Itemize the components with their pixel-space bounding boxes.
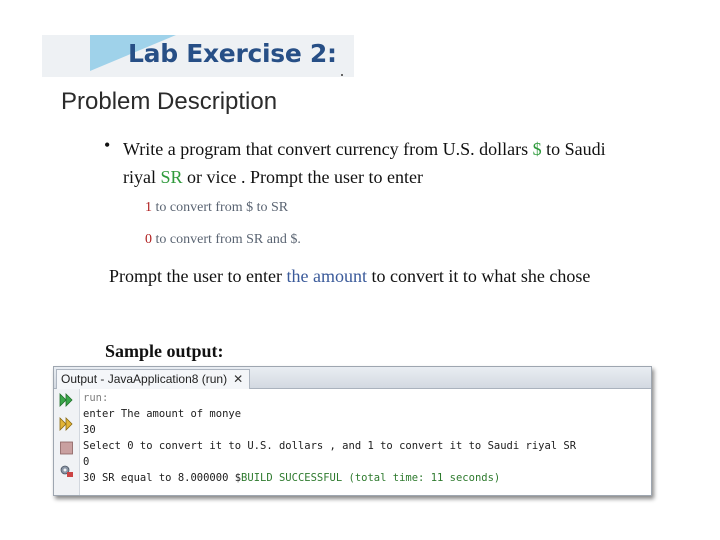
output-tab[interactable] (56, 369, 250, 389)
output-tab-title: Output - JavaApplication8 (run) (61, 372, 228, 386)
option-1-number: 1 (145, 200, 152, 215)
option-0 (145, 232, 301, 248)
rerun-icon[interactable] (59, 393, 74, 407)
description-text-2: to Saudi riyal (123, 139, 606, 187)
console-line: run: (83, 392, 109, 404)
output-tabbar (54, 367, 651, 389)
sr-symbol: SR (160, 167, 183, 187)
amount-prompt-after: to convert it to what she chose (366, 266, 591, 286)
build-status: BUILD SUCCESSFUL (total time: 11 seconds) (241, 472, 501, 484)
console-line: Select 0 to convert it to U.S. dollars , and 1 to convert it to Saudi riyal SR (83, 440, 577, 452)
output-toolbar (54, 389, 80, 495)
amount-prompt-before: Prompt the user to enter (109, 266, 287, 286)
dollar-symbol: $ (532, 139, 542, 159)
section-heading: Problem Description (61, 88, 278, 115)
close-icon[interactable]: ✕ (233, 372, 244, 386)
banner-title: Lab Exercise 2: (128, 39, 337, 68)
problem-description (123, 135, 643, 191)
sample-output-label: Sample output: (105, 341, 224, 361)
option-0-number: 0 (145, 232, 152, 247)
bullet-marker: • (104, 135, 111, 155)
amount-highlight: the amount (286, 266, 367, 286)
description-text-1: Write a program that convert currency from U.S. dollars (123, 139, 533, 159)
result-text: 30 SR equal to 8.000000 $ (83, 472, 242, 484)
output-panel (53, 366, 652, 496)
option-1-text: to convert from $ to SR (152, 200, 289, 215)
settings-icon[interactable] (59, 464, 74, 478)
stop-icon[interactable] (59, 441, 74, 455)
option-0-text: to convert from SR and $. (152, 232, 301, 247)
console-line: 0 (83, 456, 90, 468)
amount-prompt (109, 266, 590, 287)
rerun-alt-icon[interactable] (59, 417, 74, 431)
description-text-3: or vice . Prompt the user to enter (182, 167, 423, 187)
console-line (83, 472, 500, 484)
console-line: enter The amount of monye (83, 408, 242, 420)
banner-dot (341, 74, 343, 76)
title-banner (42, 35, 354, 77)
console-line: 30 (83, 424, 96, 436)
option-1 (145, 200, 288, 216)
